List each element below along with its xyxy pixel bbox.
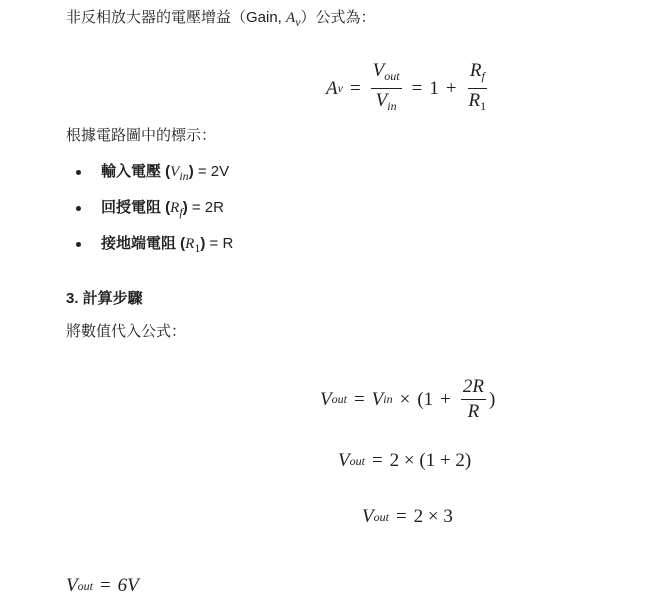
av-symbol: A	[326, 77, 338, 99]
equals: =	[353, 388, 365, 410]
list-item	[101, 198, 224, 222]
list-sub: 1	[194, 241, 201, 255]
step3-rhs: 2 × 3	[413, 506, 453, 527]
vout-symbol: V	[66, 575, 78, 596]
equals: =	[349, 77, 361, 99]
vout-sub: out	[77, 578, 93, 593]
vout-symbol: V	[320, 388, 332, 410]
list-sub: f	[179, 205, 183, 219]
list-item	[101, 162, 229, 186]
result-formula	[66, 575, 139, 597]
labels-intro: 根據電路圖中的標示：	[66, 127, 217, 144]
gain-symbol-sub: v	[295, 15, 301, 29]
rf-symbol: R	[469, 60, 482, 81]
list-label: 輸入電壓 (	[101, 163, 171, 180]
step2-formula	[338, 450, 471, 472]
plus: +	[440, 388, 451, 410]
equals: =	[99, 575, 111, 596]
rf-sub: f	[481, 69, 485, 83]
2r-over-r	[461, 376, 486, 423]
section-heading: 3. 計算步驟	[66, 290, 143, 307]
list-label: 接地端電阻 (	[101, 235, 186, 252]
vin-sub: in	[387, 99, 397, 113]
vout-sub: out	[331, 392, 347, 406]
gain-formula	[326, 60, 491, 117]
intro-paragraph	[66, 8, 376, 32]
list-symbol: R	[170, 200, 180, 216]
list-symbol: R	[185, 236, 195, 252]
vin-sub: in	[383, 392, 393, 406]
times: ×	[399, 388, 411, 410]
rf-over-r1	[467, 60, 489, 117]
av-sub: v	[337, 81, 343, 95]
list-value: = 2V	[193, 163, 230, 180]
intro-text-after: ）公式為：	[300, 9, 376, 26]
gain-symbol: A	[286, 10, 296, 26]
close-paren: )	[489, 388, 496, 410]
vout-sub: out	[384, 69, 400, 83]
list-item	[101, 234, 233, 258]
list-close: )	[188, 163, 194, 180]
list-label: 回授電阻 (	[101, 199, 171, 216]
r1-sub: 1	[480, 99, 487, 113]
vin-symbol: V	[375, 90, 388, 111]
vout-symbol: V	[362, 506, 374, 527]
intro-text-before: 非反相放大器的電壓增益（Gain,	[66, 9, 287, 26]
list-sub: in	[179, 169, 189, 183]
vout-over-vin	[371, 60, 402, 117]
fraction-den: R	[467, 401, 480, 422]
result-rhs: 6V	[117, 575, 139, 596]
one: 1	[429, 77, 439, 99]
plus: +	[445, 77, 457, 99]
vout-symbol: V	[372, 60, 385, 81]
step3-formula	[362, 506, 453, 528]
bullet-icon	[76, 242, 81, 247]
bullet-icon	[76, 170, 81, 175]
vout-symbol: V	[338, 450, 350, 471]
list-symbol: V	[170, 164, 180, 180]
substitute-text: 將數值代入公式：	[66, 323, 187, 340]
r1-symbol: R	[468, 90, 481, 111]
list-close: )	[182, 199, 188, 216]
open-paren-one: (1	[417, 388, 434, 410]
equals: =	[411, 77, 423, 99]
fraction-num: 2R	[461, 376, 486, 400]
list-value: = R	[205, 235, 234, 252]
list-value: = 2R	[187, 199, 224, 216]
list-close: )	[200, 235, 206, 252]
vout-sub: out	[373, 509, 389, 524]
equals: =	[395, 506, 407, 527]
vout-sub: out	[349, 453, 365, 468]
equals: =	[371, 450, 383, 471]
step2-rhs: 2 × (1 + 2)	[389, 450, 472, 471]
step1-formula	[320, 376, 495, 423]
bullet-icon	[76, 206, 81, 211]
vin-symbol: V	[371, 388, 384, 410]
